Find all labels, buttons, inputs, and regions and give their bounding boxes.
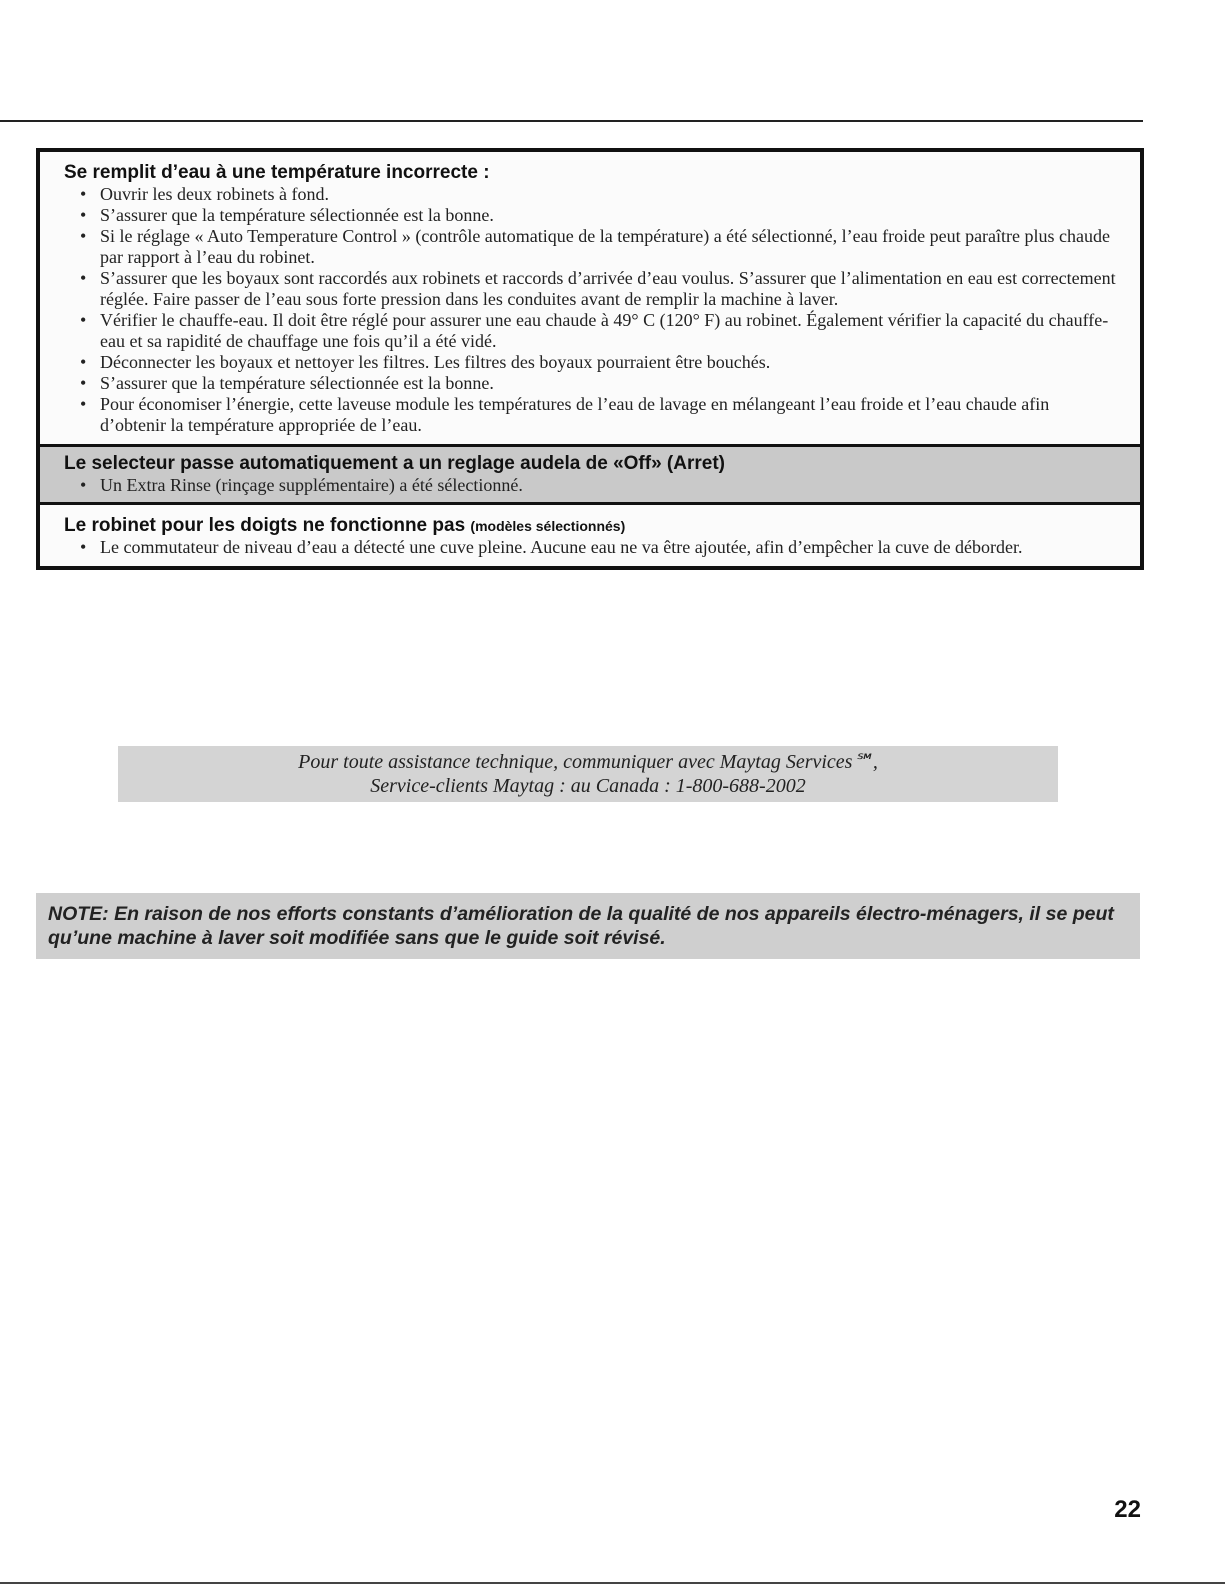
- list-item: • Pour économiser l’énergie, cette laveuse module les températures de l’eau de lavage en mélangeant l’eau froide et l’eau chaude afin d’obtenir la température appropriée de l’eau.: [64, 394, 1116, 436]
- list-item: • Vérifier le chauffe-eau. Il doit être réglé pour assurer une eau chaude à 49° C (120° F) au robinet. Également vérifier la capacité du chauffe-eau et sa rapidité de chauffage une fois qu’il a été vidé.: [64, 310, 1116, 352]
- service-banner: [118, 746, 1058, 802]
- section-title: Le selecteur passe automatiquement a un reglage audela de «Off» (Arret): [64, 453, 725, 474]
- bullet-list: [64, 537, 1116, 558]
- list-item: • S’assurer que la température sélectionnée est la bonne.: [64, 373, 1116, 394]
- list-item: • Ouvrir les deux robinets à fond.: [64, 184, 1116, 205]
- top-rule: [0, 120, 1143, 122]
- list-item: • Un Extra Rinse (rinçage supplémentaire) a été sélectionné.: [64, 475, 1116, 496]
- section-title-text: Le robinet pour les doigts ne fonctionne pas: [64, 515, 466, 536]
- section-title: [64, 515, 1116, 537]
- list-item: • S’assurer que la température sélectionnée est la bonne.: [64, 205, 1116, 226]
- note-banner: NOTE: En raison de nos efforts constants d’amélioration de la qualité de nos appareils électro-ménagers, il se peut qu’une machine à laver soit modifiée sans que le guide soit révisé.: [36, 893, 1140, 959]
- bullet-list: [64, 475, 1116, 496]
- service-line-1: Pour toute assistance technique, communiquer avec Maytag Services℠,: [298, 751, 878, 773]
- bottom-rule: [0, 1582, 1225, 1584]
- section-selector-advances: [40, 444, 1140, 502]
- page-number: 22: [1114, 1496, 1141, 1523]
- section-title-note: (modèles sélectionnés): [470, 518, 626, 534]
- section-wrong-temperature: [40, 152, 1140, 444]
- list-item: • Le commutateur de niveau d’eau a détecté une cuve pleine. Aucune eau ne va être ajoutée, afin d’empêcher la cuve de déborder.: [64, 537, 1116, 558]
- section-title: Se remplit d’eau à une température incorrecte :: [64, 162, 490, 183]
- bullet-list: [64, 184, 1116, 436]
- section-fingertip-faucet: [40, 502, 1140, 566]
- service-line-2: Service-clients Maytag : au Canada : 1-800-688-2002: [370, 775, 806, 797]
- list-item: • Déconnecter les boyaux et nettoyer les filtres. Les filtres des boyaux pourraient être bouchés.: [64, 352, 1116, 373]
- list-item: • S’assurer que les boyaux sont raccordés aux robinets et raccords d’arrivée d’eau voulus. S’assurer que l’alimentation en eau est correctement réglée. Faire passer de l’eau sous forte pression dans les conduites avant de remplir la machine à laver.: [64, 268, 1116, 310]
- list-item: • Si le réglage « Auto Temperature Control » (contrôle automatique de la température) a été sélectionné, l’eau froide peut paraître plus chaude par rapport à l’eau du robinet.: [64, 226, 1116, 268]
- troubleshooting-box: [36, 148, 1144, 570]
